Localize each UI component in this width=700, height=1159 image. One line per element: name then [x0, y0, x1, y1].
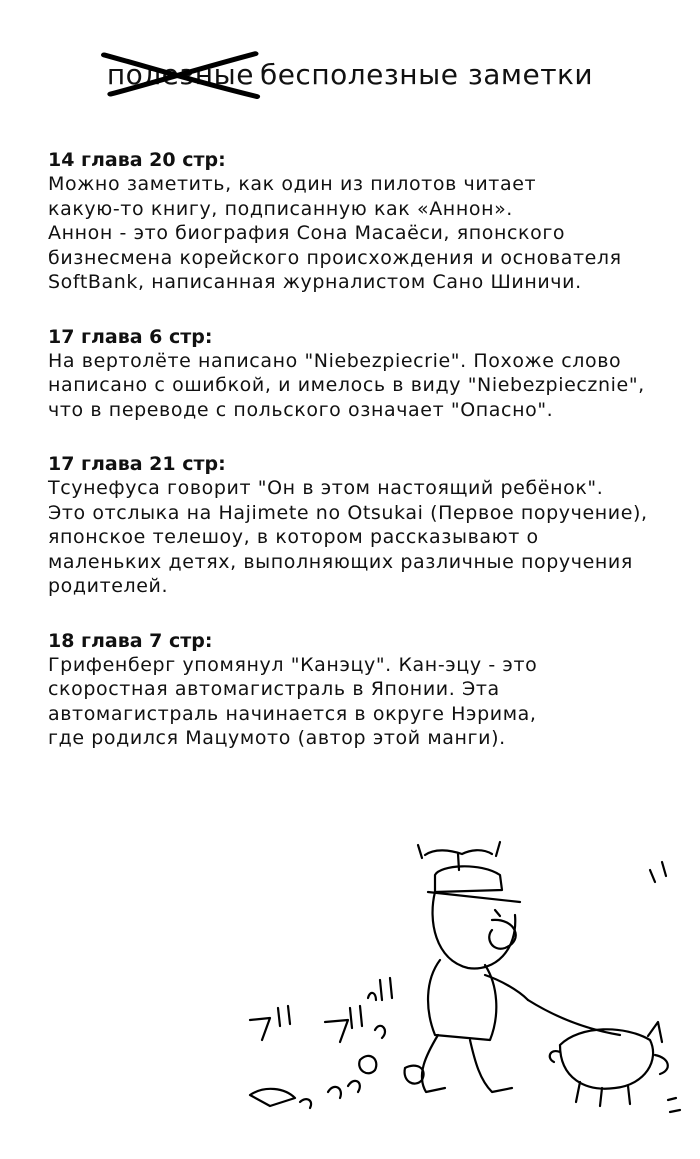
notes-list — [48, 148, 668, 781]
struck-word-text: полезные — [106, 58, 254, 91]
note-heading: 17 глава 21 стр: — [48, 453, 226, 475]
note-body: На вертолёте написано "Niebezpiecrie". Похоже слово написано с ошибкой, и имелось в виду "Niebezpiecznie", что в переводе с польского означает "Опасно". — [48, 349, 645, 421]
note-body: Тсунефуса говорит "Он в этом настоящий ребёнок". Это отслыка на Hajimete no Otsukai (Первое поручение), японское телешоу, в котором рассказывают о маленьких детях, выполняющих различные поручения родителей. — [48, 477, 648, 597]
note-heading: 17 глава 6 стр: — [48, 325, 213, 348]
note-item — [48, 452, 668, 599]
struck-word — [107, 58, 254, 91]
strikethrough-cross-icon — [101, 50, 260, 99]
note-item — [48, 629, 668, 751]
note-body: Грифенберг упомянул "Канэцу". Кан-эцу - это скоростная автомагистраль в Японии. Эта автомагистраль начинается в округе Нэрима, где родился Мацумото (автор этой манги). — [48, 653, 538, 749]
note-item — [48, 148, 668, 295]
title-text: бесполезные заметки — [259, 58, 594, 91]
page-title — [0, 58, 700, 91]
note-heading: 14 глава 20 стр: — [48, 149, 226, 171]
child-walking-pig-sketch-icon — [230, 830, 690, 1130]
note-body: Можно заметить, как один из пилотов читает какую-то книгу, подписанную как «Аннон». Аннон - это биография Сона Масаёси, японского бизнесмена корейского происхождения и основателя SoftBank, написанная журналистом Сано Шиничи. — [48, 173, 622, 293]
note-item — [48, 325, 668, 423]
note-heading: 18 глава 7 стр: — [48, 629, 213, 652]
